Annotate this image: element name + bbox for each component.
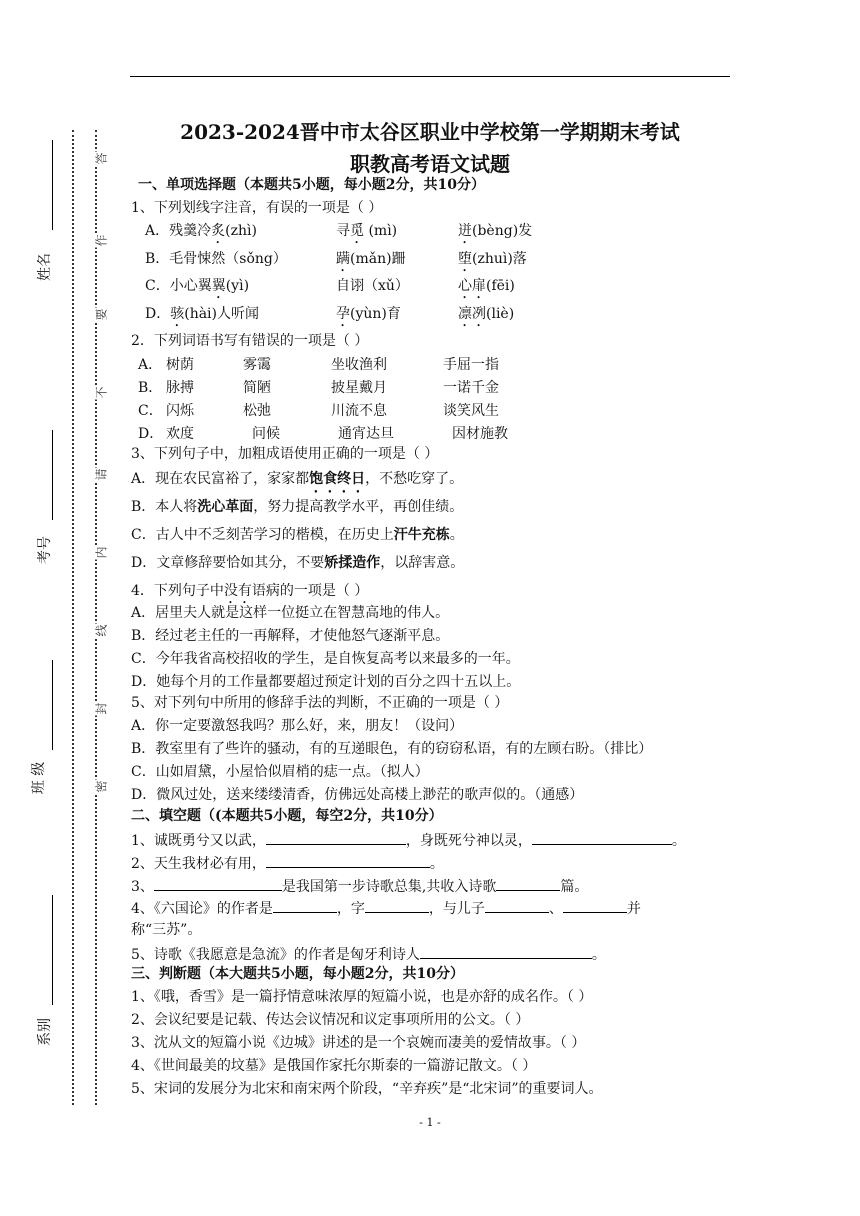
q2-option-c: C． — [138, 403, 163, 419]
q3-option-d: D．文章修辞要恰如其分，不要矫揉造作，以辞害意。 — [131, 555, 465, 571]
q1-option-d-word3: 凛冽(liè) — [458, 306, 515, 322]
q2-option-c-w2: 松弛 — [243, 403, 271, 419]
name-underline — [52, 140, 53, 230]
q2-option-d: D． — [138, 426, 164, 442]
q5-stem: 5、对下列句中所用的修辞手法的判断，不正确的一项是（ ） — [131, 695, 509, 711]
q2-option-b-w3: 披星戴月 — [331, 380, 387, 396]
seal-char: 内 — [94, 546, 109, 559]
q2-option-b: B． — [138, 380, 163, 396]
q4-option-d: D．她每个月的工作量都要超过预定计划的百分之四十五以上。 — [131, 674, 521, 690]
fill-line-5: 5、诗歌《我愿意是急流》的作者是匈牙利诗人 。 — [131, 944, 606, 964]
blank[interactable] — [273, 898, 337, 913]
exam-no-label: 考号 — [37, 536, 53, 564]
q2-option-b-w1: 脉搏 — [166, 380, 194, 396]
blank[interactable] — [420, 944, 592, 959]
judge-item: 5、宋词的发展分为北宋和南宋两个阶段，“辛弃疾”是“北宋词”的重要词人。 — [131, 1081, 603, 1097]
exam-subtitle: 职教高考语文试题 — [350, 152, 510, 176]
judge-item: 2、会议纪要是记载、传达会议情况和议定事项所用的公文。（ ） — [131, 1012, 530, 1028]
q5-option-c: C．山如眉黛，小屋恰似眉梢的痣一点。（拟人） — [131, 764, 429, 780]
q1-option-b-word2: 蹒(mǎn)跚 — [336, 251, 406, 267]
blank[interactable] — [154, 876, 282, 891]
name-label: 姓名 — [37, 253, 53, 281]
fill-line-3: 3、 是我国第一步诗歌总集,共收入诗歌 篇。 — [131, 876, 588, 896]
q2-stem: 2．下列词语书写有错误的一项是（ ） — [131, 333, 369, 349]
blank[interactable] — [485, 898, 549, 913]
q3-option-c: C．古人中不乏刻苦学习的楷模，在历史上汗牛充栋。 — [131, 527, 464, 543]
judge-item: 4、《世间最美的坟墓》是俄国作家托尔斯泰的一篇游记散文。（ ） — [131, 1058, 537, 1074]
q2-option-c-w3: 川流不息 — [331, 403, 387, 419]
section2-heading: 二、填空题（(本题共5小题，每空2分，共10分） — [131, 808, 443, 824]
fill-line-4-cont: 称“三苏”。 — [131, 922, 202, 938]
blank[interactable] — [563, 898, 627, 913]
q2-option-a-w1: 树荫 — [166, 357, 194, 373]
q2-option-d-w2: 问候 — [252, 426, 280, 442]
dept-label: 系别 — [37, 1018, 53, 1046]
seal-char: 密 — [94, 780, 109, 793]
q4-option-a: A．居里夫人就是这样一位挺立在智慧高地的伟人。 — [131, 605, 450, 621]
top-rule — [130, 76, 730, 77]
q1-option-b-word3: 堕(zhuì)落 — [458, 251, 527, 267]
q1-option-a-word2: 寻觅 (mì) — [336, 223, 398, 239]
q1-option-b: B．毛骨悚然（sǒng） — [145, 251, 287, 267]
class-label: 班 级 — [31, 761, 48, 795]
seal-char: 答 — [94, 152, 109, 165]
section3-heading: 三、判断题（本大题共5小题，每小题2分，共10分） — [131, 966, 464, 982]
page-number: - 1 - — [419, 1116, 441, 1129]
seal-char: 封 — [94, 702, 109, 715]
fill-line-4: 4、《六国论》的作者是 ，字 ，与儿子 、 并 — [131, 898, 641, 918]
q1-stem: 1、下列划线字注音，有误的一项是（ ） — [131, 200, 383, 216]
q1-option-d: D．骇(hài)人听闻 — [145, 306, 259, 322]
judge-item: 1、《哦，香雪》是一篇抒情意味浓厚的短篇小说，也是亦舒的成名作。（ ） — [131, 989, 593, 1005]
exam-no-underline — [52, 430, 53, 520]
fill-line-1: 1、诚既勇兮又以武， ，身既死兮神以灵， 。 — [131, 830, 686, 850]
fill-line-2: 2、天生我材必有用， 。 — [131, 853, 444, 873]
blank[interactable] — [266, 830, 406, 845]
q2-option-a-w4: 手屈一指 — [443, 357, 499, 373]
q3-option-b: B．本人将洗心革面，努力提高教学水平，再创佳绩。 — [131, 499, 464, 515]
q4-stem: 4．下列句子中没有语病的一项是（ ） — [131, 583, 369, 599]
q2-option-d-w1: 欢度 — [166, 426, 194, 442]
q1-option-a-word3: 迸(bèng)发 — [458, 223, 533, 239]
seal-char: 不 — [94, 386, 109, 399]
blank[interactable] — [532, 830, 672, 845]
q5-option-b: B．教室里有了些许的骚动，有的互递眼色，有的窃窃私语，有的左顾右盼。（排比） — [131, 741, 653, 757]
q2-option-c-w1: 闪烁 — [166, 403, 194, 419]
seal-line-dots-inner — [95, 130, 97, 1105]
blank[interactable] — [365, 898, 429, 913]
q3-stem: 3、下列句子中，加粗成语使用正确的一项是（ ） — [131, 446, 439, 462]
seal-char: 请 — [94, 468, 109, 481]
section1-heading: 一、单项选择题（本题共5小题，每小题2分，共10分） — [138, 177, 485, 193]
class-underline — [52, 660, 53, 750]
q3-option-a: A．现在农民富裕了，家家都饱食终日，不愁吃穿了。 — [131, 471, 464, 487]
q1-option-d-word2: 孕(yùn)育 — [336, 306, 401, 322]
q2-option-a-w2: 雾霭 — [243, 357, 271, 373]
q2-option-c-w4: 谈笑风生 — [443, 403, 499, 419]
seal-char: 作 — [94, 234, 109, 247]
q2-option-b-w4: 一诺千金 — [443, 380, 499, 396]
blank[interactable] — [496, 876, 560, 891]
seal-char: 线 — [94, 624, 109, 637]
exam-title: 2023-2024晋中市太谷区职业中学校第一学期期末考试 — [180, 120, 680, 144]
q1-option-c-word3: 心扉(fēi) — [458, 278, 515, 294]
q4-option-c: C．今年我省高校招收的学生，是自恢复高考以来最多的一年。 — [131, 651, 520, 667]
q2-option-d-w4: 因材施教 — [452, 426, 508, 442]
q1-option-a: A．残羹冷炙(zhì) — [145, 223, 257, 239]
q1-option-c-word2: 自诩（xǔ） — [336, 278, 409, 294]
q5-option-d: D．微风过处，送来缕缕清香，仿佛远处高楼上渺茫的歌声似的。（通感） — [131, 787, 584, 803]
seal-char: 要 — [94, 308, 109, 321]
q2-option-b-w2: 简陋 — [243, 380, 271, 396]
seal-line-dots-outer — [72, 130, 74, 1105]
q4-option-b: B．经过老主任的一再解释，才使他怒气逐渐平息。 — [131, 628, 450, 644]
judge-item: 3、沈从文的短篇小说《边城》讲述的是一个哀婉而凄美的爱情故事。（ ） — [131, 1035, 586, 1051]
q2-option-d-w3: 通宵达旦 — [338, 426, 394, 442]
q2-option-a: A． — [138, 357, 163, 373]
q5-option-a: A．你一定要激怒我吗？那么好，来，朋友！（设问） — [131, 718, 464, 734]
blank[interactable] — [266, 853, 430, 868]
q1-option-c: C．小心翼翼(yì) — [145, 278, 250, 294]
dept-underline — [52, 895, 53, 1005]
q2-option-a-w3: 坐收渔利 — [331, 357, 387, 373]
